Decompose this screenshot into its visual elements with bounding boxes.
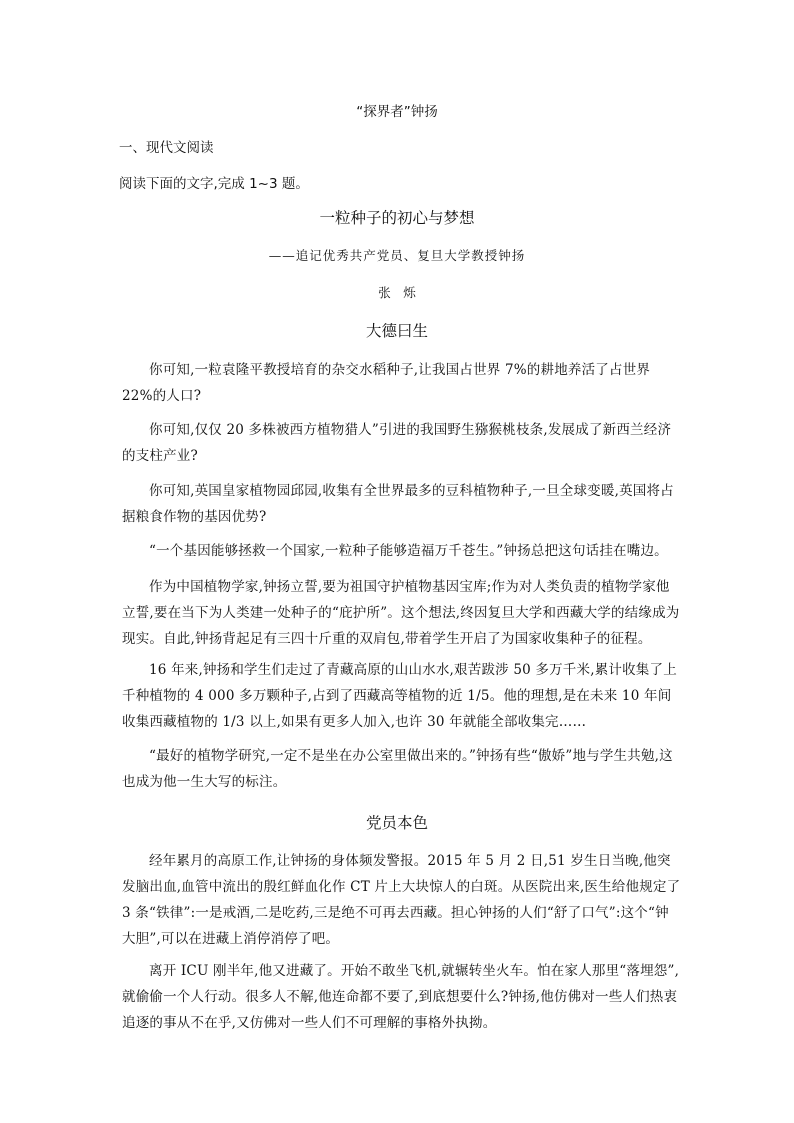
document-title: “探界者”钟扬 [356, 104, 438, 120]
section-label: 一、现代文阅读 [119, 140, 214, 156]
paragraph: 你可知,英国皇家植物园邱园,收集有全世界最多的豆科植物种子,一旦全球变暖,英国将占据粮食作物的基因优势? [122, 483, 674, 525]
article-author: 张 烁 [378, 285, 416, 300]
section-heading-2: 党员本色 [365, 814, 428, 832]
reading-instruction: 阅读下面的文字,完成 1~3 题。 [119, 176, 309, 192]
paragraph: 作为中国植物学家,钟扬立誓,要为祖国守护植物基因宝库;作为对人类负责的植物学家他立誓,要在当下为人类建一处种子的“庇护所”。这个想法,终因复旦大学和西藏大学的结缘成为现实。自此,钟扬背起足有三四十斤重的双肩包,带着学生开启了为国家收集种子的征程。 [122, 579, 680, 647]
article-title: 一粒种子的初心与梦想 [319, 209, 475, 227]
paragraph: “一个基因能够拯救一个国家,一粒种子能够造福万千苍生。”钟扬总把这句话挂在嘴边。 [149, 543, 668, 559]
paragraph: “最好的植物学研究,一定不是坐在办公室里做出来的。”钟扬有些“傲娇”地与学生共勉,这也成为他一生大写的标注。 [122, 748, 673, 790]
section-heading-1: 大德曰生 [365, 322, 428, 340]
paragraph: 经年累月的高原工作,让钟扬的身体频发警报。2015 年 5 月 2 日,51 岁生日当晚,他突发脑出血,血管中流出的殷红鲜血化作 CT 片上大块惊人的白斑。从医院出来,医生给他规定了 3 条“铁律”:一是戒酒,二是吃药,三是绝不可再去西藏。担心钟扬的人们“舒了口气”:这个“钟大胆”,可以在进藏上消停消停了吧。 [122, 853, 681, 947]
paragraph: 16 年来,钟扬和学生们走过了青藏高原的山山水水,艰苦跋涉 50 多万千米,累计收集了上千种植物的 4 000 多万颗种子,占到了西藏高等植物的近 1/5。他的理想,是在未来 10 年间收集西藏植物的 1/3 以上,如果有更多人加入,也许 30 年就能全部收集完…… [122, 662, 677, 730]
paragraph: 你可知,仅仅 20 多株被西方植物猎人”引进的我国野生猕猴桃枝条,发展成了新西兰经济的支柱产业? [122, 422, 672, 464]
paragraph: 离开 ICU 刚半年,他又进藏了。开始不敢坐飞机,就辗转坐火车。怕在家人那里“落埋怨”,就偷偷一个人行动。很多人不解,他连命都不要了,到底想要什么?钟扬,他仿佛对一些人们热衷追逐的事从不在乎,又仿佛对一些人们不可理解的事格外执拗。 [122, 963, 680, 1031]
article-subtitle: ——追记优秀共产党员、复旦大学教授钟扬 [268, 248, 526, 263]
paragraph: 你可知,一粒袁隆平教授培育的杂交水稻种子,让我国占世界 7%的耕地养活了占世界 22%的人口? [122, 362, 651, 404]
